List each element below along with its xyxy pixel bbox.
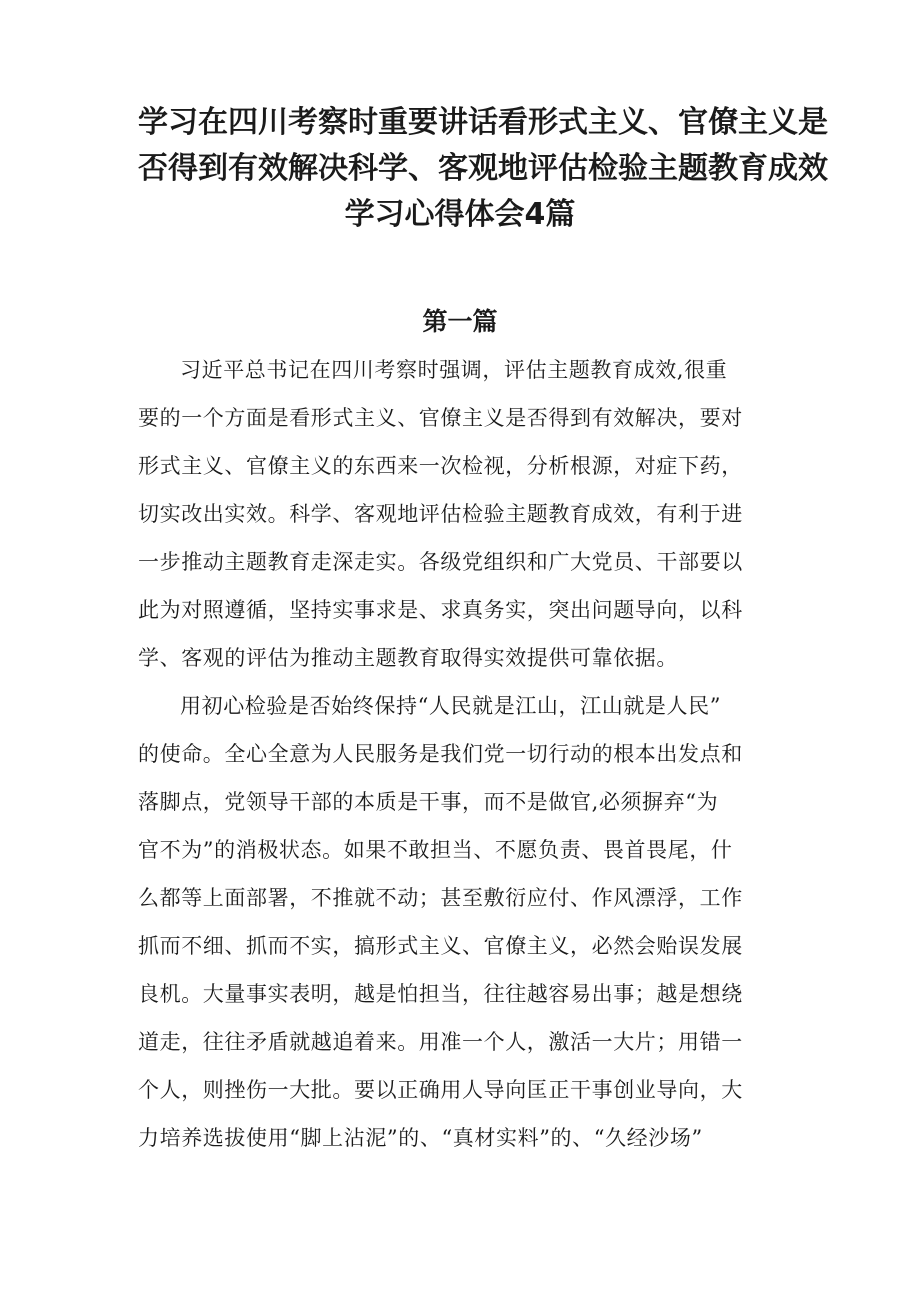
text-line: 道走，往往矛盾就越追着来。用准一个人，激活一大片；用错一 <box>138 1030 743 1054</box>
text-line: 个人，则挫伤一大批。要以正确用人导向匡正干事创业导向，大 <box>138 1078 743 1102</box>
text-line: 习近平总书记在四川考察时强调，评估主题教育成效,很重 <box>180 358 728 382</box>
text-line: 切实改出实效。科学、客观地评估检验主题教育成效，有利于进 <box>138 502 743 526</box>
text-line: 用初心检验是否始终保持“人民就是江山，江山就是人民” <box>180 694 722 718</box>
text-line: 么都等上面部署，不推就不动；甚至敷衍应付、作风漂浮，工作 <box>138 886 743 910</box>
title-line: 学习在四川考察时重要讲话看形式主义、官僚主义是 <box>138 105 828 140</box>
section-heading: 第一篇 <box>422 307 498 336</box>
text-line: 此为对照遵循，坚持实事求是、求真务实，突出问题导向，以科 <box>138 598 743 622</box>
text-line: 一步推动主题教育走深走实。各级党组织和广大党员、干部要以 <box>138 550 743 574</box>
title-line: 否得到有效解决科学、客观地评估检验主题教育成效 <box>138 151 828 186</box>
text-line: 落脚点，党领导干部的本质是干事，而不是做官,必须摒弃“为 <box>138 790 719 814</box>
text-line: 官不为”的消极状态。如果不敢担当、不愿负责、畏首畏尾，什 <box>138 838 733 862</box>
document-title <box>138 100 828 238</box>
title-line: 学习心得体会4篇 <box>344 197 576 232</box>
paragraph-2 <box>138 682 782 1162</box>
text-line: 良机。大量事实表明，越是怕担当，往往越容易出事；越是想绕 <box>138 982 743 1006</box>
text-line: 的使命。全心全意为人民服务是我们党一切行动的根本出发点和 <box>138 742 743 766</box>
text-line: 力培养选拔使用“脚上沾泥”的、“真材实料”的、“久经沙场” <box>138 1126 703 1150</box>
paragraph-1 <box>138 346 782 682</box>
text-line: 要的一个方面是看形式主义、官僚主义是否得到有效解决，要对 <box>138 406 743 430</box>
text-line: 学、客观的评估为推动主题教育取得实效提供可靠依据。 <box>138 646 678 670</box>
document-body <box>138 346 782 1162</box>
text-line: 抓而不细、抓而不实，搞形式主义、官僚主义，必然会贻误发展 <box>138 934 743 958</box>
text-line: 形式主义、官僚主义的东西来一次检视，分析根源，对症下药， <box>138 454 743 478</box>
